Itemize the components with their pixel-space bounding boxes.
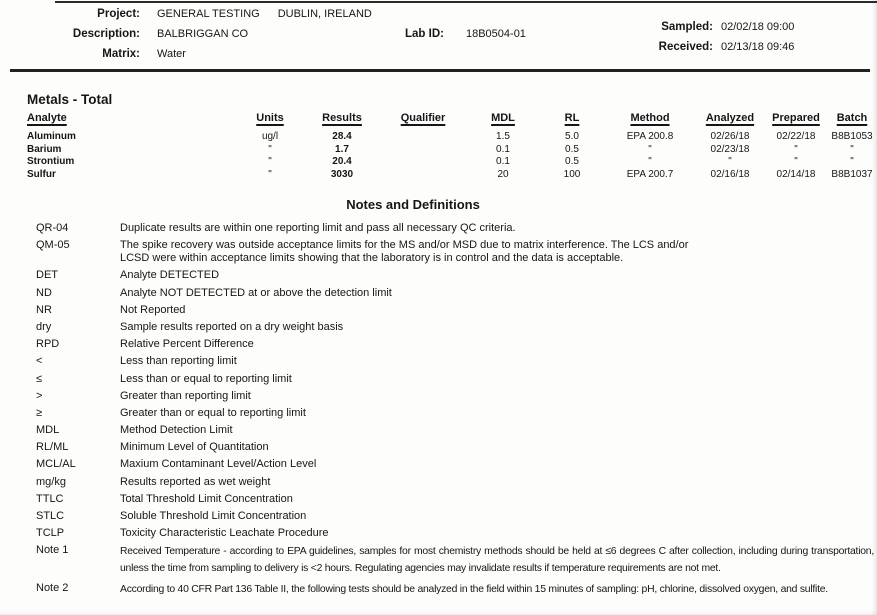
cell-batch: " [850, 156, 854, 168]
cell-analyzed: 02/26/18 [710, 131, 750, 142]
note-text-qm-05: The spike recovery was outside acceptance limits for the MS and/or MSD due to matrix interference. The LCS and/or LCSD were within acceptance limits showing that the laboratory is in control and the data is acceptable. [120, 239, 689, 265]
note-text-blank: Greater than reporting limit [120, 389, 251, 402]
cell-batch: " [850, 143, 854, 155]
note-code-note-1: Note 1 [36, 544, 69, 557]
description-value: BALBRIGGAN CO [157, 28, 249, 40]
cell-analyzed: 02/23/18 [710, 143, 750, 155]
cell-prepared: 02/22/18 [776, 131, 816, 142]
description-row [0, 24, 372, 44]
note-text-mcl-al: Maxium Contaminant Level/Action Level [120, 458, 317, 471]
cell-method: EPA 200.8 [626, 131, 674, 142]
cell-analyte: Aluminum [27, 131, 76, 142]
note-code-nr: NR [36, 303, 52, 316]
cell-method: EPA 200.7 [626, 168, 674, 180]
received-value: 02/13/18 09:46 [721, 41, 795, 53]
note-code-det: DET [36, 269, 58, 282]
cell-analyte: Strontium [27, 156, 75, 168]
note-code-nd: ND [36, 286, 52, 299]
note-text-nd: Analyte NOT DETECTED at or above the detection limit [120, 286, 392, 299]
cell-mdl: 1.5 [496, 131, 510, 142]
cell-analyte: Sulfur [27, 168, 56, 180]
matrix-label: Matrix: [102, 48, 140, 60]
note-code-mdl: MDL [36, 424, 60, 437]
cell-qualifier [379, 131, 467, 144]
cell-prepared: " [794, 156, 798, 168]
note-code-mcl-al: MCL/AL [36, 458, 76, 471]
column-header-prepared: Prepared [772, 112, 820, 124]
note-text-tclp: Toxicity Characteristic Leachate Procedure [120, 527, 329, 540]
cell-qualifier [379, 169, 467, 182]
note-code-qr-04: QR-04 [36, 222, 69, 234]
results-table [27, 112, 877, 181]
cell-method: " [648, 156, 652, 168]
lab-id-value: 18B0504-01 [465, 28, 526, 40]
cell-batch: B8B1053 [831, 131, 873, 142]
description-label: Description: [72, 28, 140, 40]
project-location: DUBLIN, IRELAND [277, 8, 372, 20]
note-code-rpd: RPD [36, 338, 60, 351]
note-text-ttlc: Total Threshold Limit Concentration [120, 492, 293, 505]
sampled-row [595, 17, 794, 37]
analyte-row-aluminum [27, 131, 877, 144]
matrix-row [0, 44, 372, 64]
cell-rl: 5.0 [565, 131, 579, 142]
note-text-note-1: Received Temperature - according to EPA guidelines, samples for most chemistry methods should be held at ≤6 degrees C after collection, including during transportation, unless the time from sampling to delivery is <2 hours. Regulating agencies may invalidate results if temperature requirements are not met. [120, 546, 874, 574]
cell-mdl: 0.1 [496, 143, 510, 155]
note-text-nr: Not Reported [120, 303, 186, 316]
note-code-note-2: Note 2 [36, 581, 69, 594]
note-text-rpd: Relative Percent Difference [120, 338, 254, 351]
column-header-method: Method [630, 112, 670, 124]
received-row [595, 37, 794, 57]
cell-results: 1.7 [335, 143, 349, 155]
section-title: Metals - Total [27, 92, 113, 107]
note-code-mg-kg: mg/kg [36, 475, 66, 488]
cell-analyzed: " [728, 156, 732, 168]
note-text-rl-ml: Minimum Level of Quantitation [120, 441, 269, 454]
results-header-row [27, 112, 877, 131]
note-code-qm-05: QM-05 [36, 239, 70, 252]
project-name: GENERAL TESTING [157, 8, 260, 20]
column-header-results: Results [322, 112, 362, 124]
cell-results: 3030 [330, 168, 354, 180]
cell-prepared: 02/14/18 [776, 168, 816, 180]
note-code-ttlc: TTLC [36, 492, 64, 505]
notes-title: Notes and Definitions [346, 197, 480, 212]
column-header-mdl: MDL [491, 112, 515, 124]
cell-units: ug/l [261, 131, 279, 142]
column-header-units: Units [256, 112, 284, 124]
analyte-row-barium [27, 144, 877, 157]
cell-analyzed: 02/16/18 [710, 168, 750, 180]
results-table-body [27, 131, 877, 181]
lab-id-row [405, 24, 526, 44]
cell-rl: 0.5 [565, 143, 579, 155]
notes-definitions-list [36, 222, 874, 598]
note-code-tclp: TCLP [36, 527, 65, 540]
lab-id-label: Lab ID: [405, 28, 444, 40]
note-text-blank: Less than or equal to reporting limit [120, 372, 292, 385]
sampled-value: 02/02/18 09:00 [721, 21, 795, 33]
results-table-header [27, 112, 877, 131]
cell-qualifier [379, 144, 467, 157]
note-code-blank: ≤ [36, 372, 43, 385]
note-code-blank: ≥ [36, 406, 43, 419]
note-text-det: Analyte DETECTED [120, 269, 220, 282]
sampled-label: Sampled: [661, 21, 713, 33]
cell-analyte: Barium [27, 143, 62, 155]
note-text-mdl: Method Detection Limit [120, 424, 233, 437]
cell-prepared: " [794, 143, 798, 155]
column-header-rl: RL [564, 112, 580, 124]
note-text-note-2: According to 40 CFR Part 136 Table II, the following tests should be analyzed in the field within 15 minutes of sampling: pH, chlorine, dissolved oxygen, and sulfite. [120, 583, 828, 595]
cell-units: " [268, 168, 272, 180]
cell-results: 20.4 [332, 156, 352, 168]
matrix-value: Water [157, 48, 186, 60]
column-header-qualifier: Qualifier [400, 112, 446, 124]
cell-rl: 0.5 [565, 156, 579, 168]
cell-method: " [648, 143, 652, 155]
note-text-stlc: Soluble Threshold Limit Concentration [120, 510, 307, 522]
note-text-qr-04: Duplicate results are within one reporting limit and pass all necessary QC criteria. [120, 222, 516, 234]
cell-units: " [268, 156, 272, 168]
cell-mdl: 20 [497, 168, 509, 180]
column-header-analyzed: Analyzed [705, 112, 755, 124]
note-code-blank: > [36, 389, 43, 402]
note-code-rl-ml: RL/ML [36, 441, 69, 454]
note-code-dry: dry [36, 320, 52, 333]
sample-header [0, 4, 372, 64]
dates-block [595, 17, 794, 57]
cell-units: " [268, 143, 272, 155]
cell-results: 28.4 [332, 131, 352, 142]
received-label: Received: [658, 41, 713, 53]
note-text-blank: Greater than or equal to reporting limit [120, 406, 306, 419]
note-text-mg-kg: Results reported as wet weight [120, 475, 271, 488]
project-label: Project: [97, 8, 140, 20]
column-header-analyte: Analyte [27, 112, 67, 124]
analyte-row-sulfur [27, 169, 877, 182]
cell-mdl: 0.1 [496, 156, 510, 168]
column-header-batch: Batch [836, 112, 868, 124]
cell-rl: 100 [563, 168, 581, 180]
note-text-dry: Sample results reported on a dry weight basis [120, 320, 344, 333]
cell-qualifier [379, 156, 467, 169]
note-code-stlc: STLC [36, 510, 65, 522]
cell-batch: B8B1037 [831, 168, 873, 180]
header-divider [10, 69, 870, 72]
note-code-blank: < [36, 355, 43, 368]
project-row [0, 4, 372, 24]
analyte-row-strontium [27, 156, 877, 169]
scan-top-edge-line [55, 1, 877, 3]
note-text-blank: Less than reporting limit [120, 355, 237, 368]
